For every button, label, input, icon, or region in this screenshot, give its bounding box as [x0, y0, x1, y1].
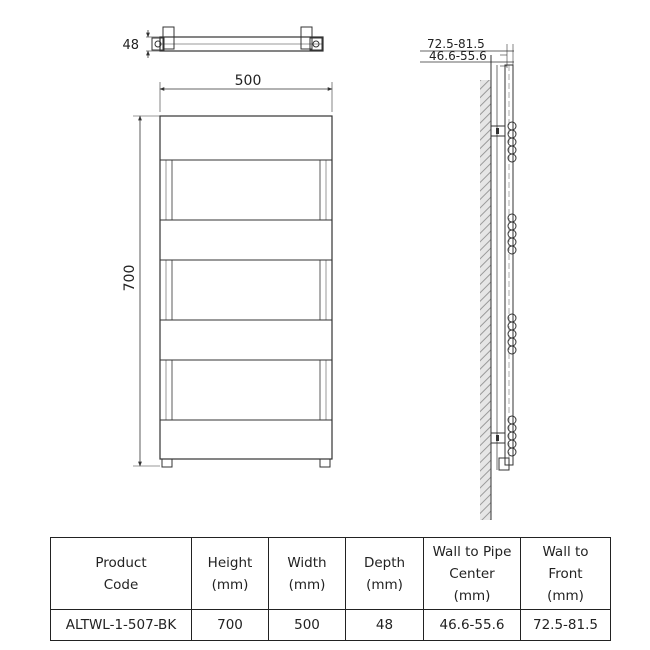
cell-wall-to-pipe: 46.6-55.6	[424, 610, 521, 641]
cell-wall-to-front: 72.5-81.5	[521, 610, 611, 641]
spec-table	[50, 537, 611, 641]
header-wall-to-front: Wall to Front (mm)	[521, 538, 611, 610]
header-depth: Depth (mm)	[346, 538, 424, 610]
header-width: Width (mm)	[269, 538, 346, 610]
radiator-outline	[160, 116, 332, 459]
depth-dimension-label: 48	[122, 38, 139, 53]
side-view	[420, 37, 516, 520]
width-dimension-label: 500	[234, 73, 262, 89]
front-view	[122, 73, 332, 467]
table-row	[51, 610, 611, 641]
top-view	[122, 27, 323, 58]
wall-to-pipe-label: 46.6-55.6	[429, 49, 487, 63]
wall-hatch	[480, 80, 491, 520]
wall-to-front-label: 72.5-81.5	[427, 37, 485, 51]
cell-depth: 48	[346, 610, 424, 641]
header-wall-to-pipe: Wall to Pipe Center (mm)	[424, 538, 521, 610]
cell-width: 500	[269, 610, 346, 641]
table-header-row	[51, 538, 611, 610]
header-height: Height (mm)	[192, 538, 269, 610]
header-product-code: Product Code	[51, 538, 192, 610]
cell-product-code: ALTWL-1-507-BK	[51, 610, 192, 641]
cell-height: 700	[192, 610, 269, 641]
height-dimension-label: 700	[122, 264, 138, 292]
